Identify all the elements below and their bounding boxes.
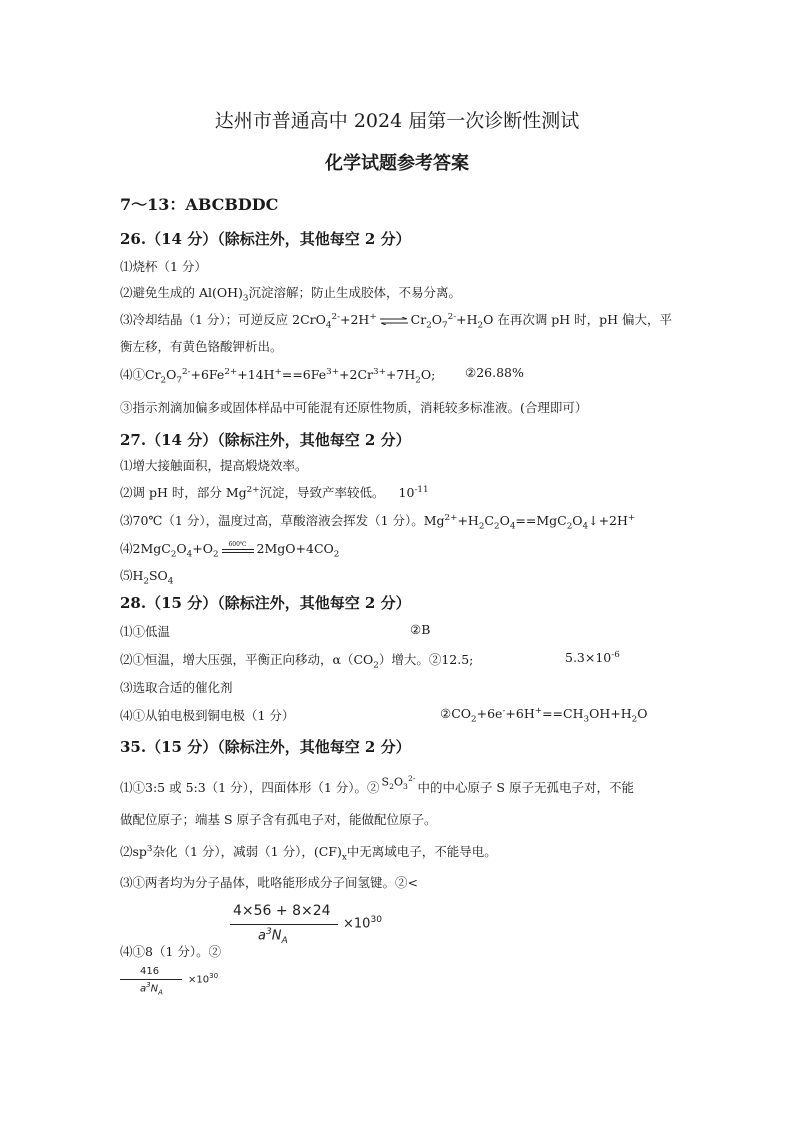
q35-line-5: ⑷①8（1 分）。② [120, 944, 222, 959]
q26-line-3: ⑶冷却结晶（1 分）；可逆反应 2CrO$_4^{2-}$+2H+ $Cr_2O_7^{2-}+H_2O$ 在再次调 pH 时，pH 偏大，平 [120, 311, 673, 331]
q35-line-1: ⑴①3:5 或 5:3（1 分），四面体形（1 分）。② $S_2O_3^{2-}$中的中心原子 S 原子无孤电子对，不能 [120, 774, 634, 795]
page-subtitle: 化学试题参考答案 [325, 153, 469, 174]
reversible-arrow-icon [380, 313, 408, 328]
q27-line-4: $⑷2MgC_2O_4+O_2$ 600℃ $2MgO+4CO_2$ [120, 540, 340, 560]
q26-line-2: ⑵避免生成的 $Al(OH)_3$沉淀溶解；防止生成胶体，不易分离。 [120, 285, 461, 304]
q26-heading: 26.（14 分）（除标注外，其他每空 2 分） [120, 230, 411, 248]
q35-line-3: $⑵sp^3$杂化（1 分），减弱（1 分），$(CF)_x$中无离域电子，不能导电。 [120, 843, 497, 863]
q27-line-3: ⑶70℃（1 分），温度过高，草酸溶液会挥发（1 分）。$Mg^{2+}+H_2C_2O_4==MgC_2O_4↓+2H^+$ [120, 512, 636, 532]
q28-line-3: ⑶选取合适的催化剂 [120, 680, 233, 695]
q26-line-4: 衡左移，有黄色铬酸钾析出。 [120, 339, 283, 354]
q27-line-2: ⑵调 pH 时，部分 $Mg^{2+}$沉淀，导致产率较低。 $10^{-11}$ [120, 484, 429, 500]
q28-heading: 28.（15 分）（除标注外，其他每空 2 分） [120, 594, 411, 612]
q28-line-4: ⑷①从铂电极到铜电极（1 分） [120, 708, 295, 723]
density-formula-2: 416 $a^3N_A$ $\times 10^{30}$ [120, 966, 250, 1000]
q27-line-1: ⑴增大接触面积，提高煅烧效率。 [120, 458, 308, 473]
density-formula-1: 4×56 + 8×24 $a^3N_A$ $\times 10^{30}$ [230, 903, 400, 953]
q27-heading: 27.（14 分）（除标注外，其他每空 2 分） [120, 431, 411, 449]
q28-line-1: ⑴①低温 [120, 624, 171, 639]
q35-line-4: ⑶①两者均为分子晶体，吡咯能形成分子间氢键。②< [120, 875, 418, 890]
q26-line-6: ③指示剂滴加偏多或固体样品中可能混有还原性物质，消耗较多标准液。(合理即可） [120, 400, 588, 415]
q26-line-5-part-2: ②26.88% [465, 365, 524, 380]
reaction-condition: 600℃ [222, 541, 254, 553]
q26-line-5: $⑷①Cr_2O_7^{2-}+6Fe^{2+}+14H^+==6Fe^{3+}+2Cr^{3+}+7H_2O$; [120, 366, 436, 386]
q28-line-2: ⑵①恒温，增大压强，平衡正向移动，$\alpha(CO_2)$增大。②12.5; [120, 652, 474, 671]
q28-line-4-part-2: $②CO_2+6e^-+6H^+==CH_3OH+H_2O$ [440, 706, 648, 725]
page-title: 达州市普通高中 2024 届第一次诊断性测试 [214, 110, 580, 132]
q28-line-1-part-2: ②B [410, 622, 431, 637]
q28-line-2-part-2: $5.3\times 10^{-6}$ [565, 650, 620, 666]
q26-line-1: ⑴烧杯（1 分） [120, 259, 207, 274]
mc-answers: 7～13：ABCBDDC [120, 195, 279, 214]
thiosulfate-formula: $S_2O_3^{2-}$ [381, 774, 416, 792]
q35-line-2: 做配位原子；端基 S 原子含有孤电子对，能做配位原子。 [120, 812, 437, 827]
q27-line-5: $⑸H_2SO_4$ [120, 568, 174, 587]
q35-heading: 35.（15 分）（除标注外，其他每空 2 分） [120, 738, 411, 756]
